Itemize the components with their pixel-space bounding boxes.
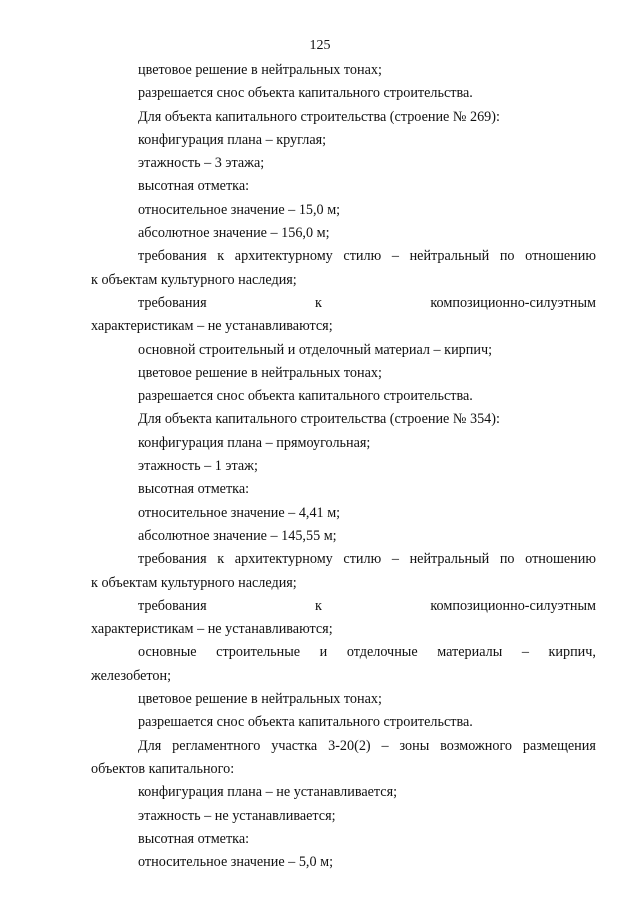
text-word: требования (138, 294, 207, 311)
text-line (91, 292, 596, 315)
text-word: регламентного (172, 737, 261, 754)
text-line: конфигурация плана – круглая; (138, 131, 327, 148)
text-line: цветовое решение в нейтральных тонах; (138, 691, 382, 708)
text-word: требования (138, 597, 207, 614)
text-line: цветовое решение в нейтральных тонах; (138, 364, 382, 381)
text-word: строительные (216, 644, 301, 661)
text-word: размещения (522, 737, 596, 754)
text-word: архитектурному (234, 248, 333, 265)
text-word: – (521, 644, 529, 661)
text-word: стилю (343, 551, 382, 568)
text-line: высотная отметка: (138, 178, 250, 195)
text-line: относительное значение – 4,41 м; (138, 504, 341, 521)
text-line: Для объекта капитального строительства (строение № 354): (138, 411, 500, 428)
text-word: по (499, 551, 515, 568)
page-number: 125 (309, 38, 331, 53)
text-line: характеристикам – не устанавливаются; (91, 621, 333, 638)
text-word: композиционно-силуэтным (430, 597, 596, 614)
text-word: к (217, 248, 225, 265)
text-line: этажность – 1 этаж; (138, 458, 258, 475)
text-word: отношению (525, 551, 596, 568)
text-line: разрешается снос объекта капитального строительства. (138, 85, 473, 102)
text-line: высотная отметка: (138, 481, 250, 498)
text-word: отделочные (346, 644, 418, 661)
text-line: относительное значение – 15,0 м; (138, 201, 341, 218)
text-word: требования (138, 551, 207, 568)
text-word: и (319, 644, 328, 661)
text-word: к (315, 294, 322, 311)
text-word: Для (138, 737, 162, 754)
text-line: абсолютное значение – 145,55 м; (138, 527, 337, 544)
text-word: к (217, 551, 225, 568)
text-word: композиционно-силуэтным (430, 294, 596, 311)
text-line: конфигурация плана – прямоугольная; (138, 434, 371, 451)
text-line (91, 641, 596, 664)
text-word: архитектурному (234, 551, 333, 568)
text-word: 3-20(2) (328, 737, 371, 754)
text-word: по (499, 248, 515, 265)
text-word: к (315, 597, 322, 614)
text-line: основной строительный и отделочный материал – кирпич; (138, 341, 493, 358)
text-word: стилю (343, 248, 382, 265)
text-line: абсолютное значение – 156,0 м; (138, 225, 330, 242)
text-line: характеристикам – не устанавливаются; (91, 318, 333, 335)
text-word: – (391, 551, 399, 568)
text-word: нейтральный (409, 551, 490, 568)
text-line: к объектам культурного наследия; (91, 271, 297, 288)
text-line (91, 548, 596, 571)
text-line: конфигурация плана – не устанавливается; (138, 784, 398, 801)
text-line: Для объекта капитального строительства (строение № 269): (138, 108, 500, 125)
text-line (91, 735, 596, 758)
document-body (91, 59, 596, 874)
text-word: зоны (399, 737, 430, 754)
text-word: нейтральный (409, 248, 490, 265)
text-line (91, 245, 596, 268)
text-line (91, 595, 596, 618)
text-line: объектов капитального: (91, 760, 235, 777)
text-line: к объектам культурного наследия; (91, 574, 297, 591)
text-word: – (381, 737, 389, 754)
text-line: разрешается снос объекта капитального строительства. (138, 714, 473, 731)
text-word: требования (138, 248, 207, 265)
text-word: материалы (437, 644, 503, 661)
text-line: цветовое решение в нейтральных тонах; (138, 62, 382, 78)
text-word: кирпич, (548, 644, 596, 661)
text-line: высотная отметка: (138, 830, 250, 847)
text-word: возможного (440, 737, 513, 754)
text-word: основные (138, 644, 197, 661)
text-word: участка (271, 737, 318, 754)
text-line: относительное значение – 5,0 м; (138, 854, 334, 871)
text-line: железобетон; (91, 667, 172, 684)
text-word: – (391, 248, 399, 265)
text-line: этажность – не устанавливается; (138, 807, 336, 824)
text-line: этажность – 3 этажа; (138, 155, 265, 172)
text-word: отношению (525, 248, 596, 265)
text-line: разрешается снос объекта капитального строительства. (138, 388, 473, 405)
